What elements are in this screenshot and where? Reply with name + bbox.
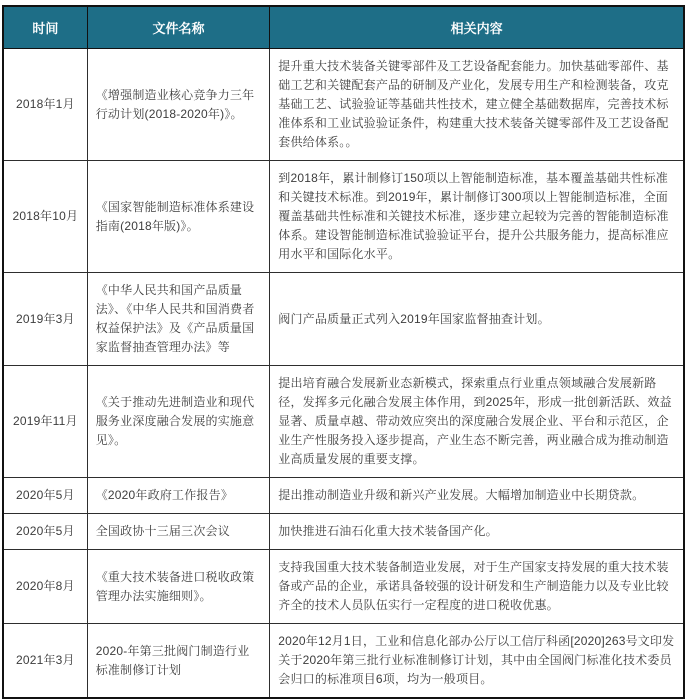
- time-cell: 2020年5月: [3, 478, 87, 514]
- time-cell: 2019年3月: [3, 273, 87, 366]
- content-cell: 加快推进石油石化重大技术装备国产化。: [270, 514, 684, 550]
- content-cell: 提出培育融合发展新业态新模式，探索重点行业重点领域融合发展新路径，发挥多元化融合发展主体作用，到2025年，形成一批创新活跃、效益显著、质量卓越、带动效应突出的深度融合发展企业、平台和示范区，企业生产性服务投入逐步提高，产业生态不断完善，两业融合成为推动制造业高质量发展的重要支撑。: [270, 366, 684, 478]
- table-row: [3, 624, 684, 699]
- content-cell: 提出推动制造业升级和新兴产业发展。大幅增加制造业中长期贷款。: [270, 478, 684, 514]
- time-cell: 2020年5月: [3, 514, 87, 550]
- content-cell: 2020年12月1日，工业和信息化部办公厅以工信厅科函[2020]263号文印发关于2020年第三批行业标准制修订计划，其中由全国阀门标准化技术委员会归口的标准项目6项，均为一般项目。: [270, 624, 684, 699]
- table-row: [3, 273, 684, 366]
- table-row: [3, 514, 684, 550]
- policy-table: [2, 5, 685, 699]
- header-doc: 文件名称: [87, 6, 270, 49]
- header-content: 相关内容: [270, 6, 684, 49]
- doc-cell: 《中华人民共和国产品质量法》、《中华人民共和国消费者权益保护法》及《产品质量国家监督抽查管理办法》等: [87, 273, 270, 366]
- table-row: [3, 478, 684, 514]
- content-cell: 支持我国重大技术装备制造业发展，对于生产国家支持发展的重大技术装备或产品的企业，承诺具备较强的设计研发和生产制造能力以及专业比较齐全的技术人员队伍实行一定程度的进口税收优惠。: [270, 550, 684, 624]
- table-row: [3, 366, 684, 478]
- doc-cell: 《重大技术装备进口税收政策管理办法实施细则》。: [87, 550, 270, 624]
- table-body: [3, 49, 684, 699]
- doc-cell: 《2020年政府工作报告》: [87, 478, 270, 514]
- doc-cell: 2020-年第三批阀门制造行业标准制修订计划: [87, 624, 270, 699]
- content-cell: 到2018年，累计制修订150项以上智能制造标准，基本覆盖基础共性标准和关键技术标准。到2019年，累计制修订300项以上智能制造标准，全面覆盖基础共性标准和关键技术标准，逐步建立起较为完善的智能制造标准体系。建设智能制造标准试验验证平台，提升公共服务能力，提高标准应用水平和国际化水平。: [270, 161, 684, 273]
- doc-cell: 《增强制造业核心竞争力三年行动计划(2018-2020年)》。: [87, 49, 270, 161]
- table-row: [3, 161, 684, 273]
- header-row: [3, 6, 684, 49]
- time-cell: 2018年1月: [3, 49, 87, 161]
- time-cell: 2021年3月: [3, 624, 87, 699]
- doc-cell: 全国政协十三届三次会议: [87, 514, 270, 550]
- doc-cell: 《关于推动先进制造业和现代服务业深度融合发展的实施意见》。: [87, 366, 270, 478]
- table-header: [3, 6, 684, 49]
- table-row: [3, 550, 684, 624]
- content-cell: 阀门产品质量正式列入2019年国家监督抽查计划。: [270, 273, 684, 366]
- time-cell: 2019年11月: [3, 366, 87, 478]
- doc-cell: 《国家智能制造标准体系建设指南(2018年版)》。: [87, 161, 270, 273]
- table-row: [3, 49, 684, 161]
- time-cell: 2020年8月: [3, 550, 87, 624]
- time-cell: 2018年10月: [3, 161, 87, 273]
- header-time: 时间: [3, 6, 87, 49]
- content-cell: 提升重大技术装备关键零部件及工艺设备配套能力。加快基础零部件、基础工艺和关键配套产品的研制及产业化，发展专用生产和检测装备，攻克基础工艺、试验验证等基础共性技术，建立健全基础数据库，完善技术标准体系和工业试验验证条件，构建重大技术装备关键零部件及工艺设备配套供给体系。。: [270, 49, 684, 161]
